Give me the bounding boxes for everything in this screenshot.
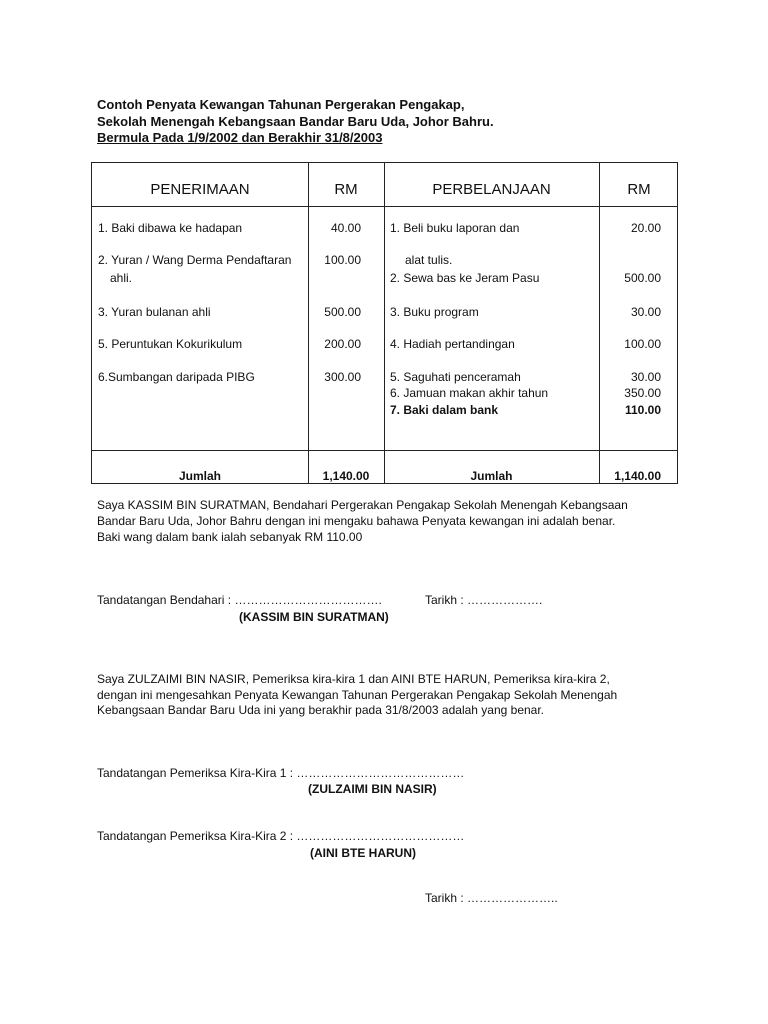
expense-item-amount: 100.00 xyxy=(624,337,661,351)
expense-item-amount: 30.00 xyxy=(630,305,661,319)
total-label-expenses: Jumlah xyxy=(470,469,513,483)
receipt-item-label: 1. Baki dibawa ke hadapan xyxy=(98,221,243,235)
header-rm-expenses: RM xyxy=(627,181,651,198)
statement-table xyxy=(91,162,678,484)
auditor1-name: (ZULZAIMI BIN NASIR) xyxy=(308,782,437,796)
expense-item-label: 5. Saguhati penceramah xyxy=(390,370,521,384)
header-divider xyxy=(92,206,677,207)
expense-item-amount: 350.00 xyxy=(624,386,661,400)
auditor2-signature-line: Tandatangan Pemeriksa Kira-Kira 2 : …………………………………… xyxy=(97,829,465,843)
expense-item-amount: 20.00 xyxy=(630,221,661,235)
declaration-line-2: Bandar Baru Uda, Johor Bahru dengan ini mengaku bahawa Penyata kewangan ini adalah benar. xyxy=(97,514,616,528)
treasurer-name: (KASSIM BIN SURATMAN) xyxy=(239,610,389,624)
expense-item-amount: 500.00 xyxy=(624,271,661,285)
receipt-item-amount: 300.00 xyxy=(324,370,361,384)
auditor-statement-line-2: dengan ini mengesahkan Penyata Kewangan Tahunan Pergerakan Pengakap Sekolah Menengah xyxy=(97,688,618,702)
total-label-receipts: Jumlah xyxy=(178,469,221,483)
title-line-2: Sekolah Menengah Kebangsaan Bandar Baru Uda, Johor Bahru. xyxy=(97,114,494,129)
header-expenses: PERBELANJAAN xyxy=(432,181,551,198)
col-divider xyxy=(308,163,309,483)
receipt-item-label: 6.Sumbangan daripada PIBG xyxy=(98,370,255,384)
auditor2-name: (AINI BTE HARUN) xyxy=(310,846,416,860)
header-rm-receipts: RM xyxy=(334,181,358,198)
expense-item-label: 1. Beli buku laporan dan xyxy=(390,221,520,235)
total-amount-receipts: 1,140.00 xyxy=(322,469,370,483)
total-amount-expenses: 1,140.00 xyxy=(614,469,661,483)
receipt-item-amount: 200.00 xyxy=(324,337,361,351)
expense-item-label: 7. Baki dalam bank xyxy=(390,403,499,417)
treasurer-date-line: Tarikh : ………………. xyxy=(425,593,543,607)
final-date-line: Tarikh : ………………….. xyxy=(425,891,558,905)
col-divider xyxy=(384,163,385,483)
receipt-item-label: 5. Peruntukan Kokurikulum xyxy=(98,337,243,351)
receipt-item-amount: 100.00 xyxy=(324,253,361,267)
total-divider xyxy=(92,450,677,451)
title-period: Bermula Pada 1/9/2002 dan Berakhir 31/8/2003 xyxy=(97,130,383,145)
title-line-1: Contoh Penyata Kewangan Tahunan Pergerakan Pengakap, xyxy=(97,97,465,112)
col-divider xyxy=(599,163,600,483)
expense-item-label-cont: alat tulis. xyxy=(405,253,453,267)
expense-item-amount: 30.00 xyxy=(630,370,661,384)
auditor-statement-line-3: Kebangsaan Bandar Baru Uda ini yang berakhir pada 31/8/2003 adalah yang benar. xyxy=(97,703,545,717)
expense-item-label: 4. Hadiah pertandingan xyxy=(390,337,515,351)
receipt-item-label: 2. Yuran / Wang Derma Pendaftaran xyxy=(98,253,292,267)
auditor1-signature-line: Tandatangan Pemeriksa Kira-Kira 1 : …………………………………… xyxy=(97,766,465,780)
receipt-item-label: 3. Yuran bulanan ahli xyxy=(98,305,211,319)
expense-item-amount: 110.00 xyxy=(624,403,661,417)
expense-item-label: 3. Buku program xyxy=(390,305,479,319)
receipt-item-amount: 500.00 xyxy=(324,305,361,319)
receipt-item-label-cont: ahli. xyxy=(110,271,133,285)
declaration-line-1: Saya KASSIM BIN SURATMAN, Bendahari Pergerakan Pengakap Sekolah Menengah Kebangsaan xyxy=(97,498,628,512)
expense-item-label: 2. Sewa bas ke Jeram Pasu xyxy=(390,271,540,285)
header-receipts: PENERIMAAN xyxy=(150,181,250,198)
expense-item-label: 6. Jamuan makan akhir tahun xyxy=(390,386,549,400)
treasurer-signature-line: Tandatangan Bendahari : ………………………………. xyxy=(97,593,382,607)
declaration-line-3: Baki wang dalam bank ialah sebanyak RM 110.00 xyxy=(97,530,363,544)
auditor-statement-line-1: Saya ZULZAIMI BIN NASIR, Pemeriksa kira-kira 1 dan AINI BTE HARUN, Pemeriksa kira-kira 2, xyxy=(97,672,610,686)
receipt-item-amount: 40.00 xyxy=(330,221,361,235)
